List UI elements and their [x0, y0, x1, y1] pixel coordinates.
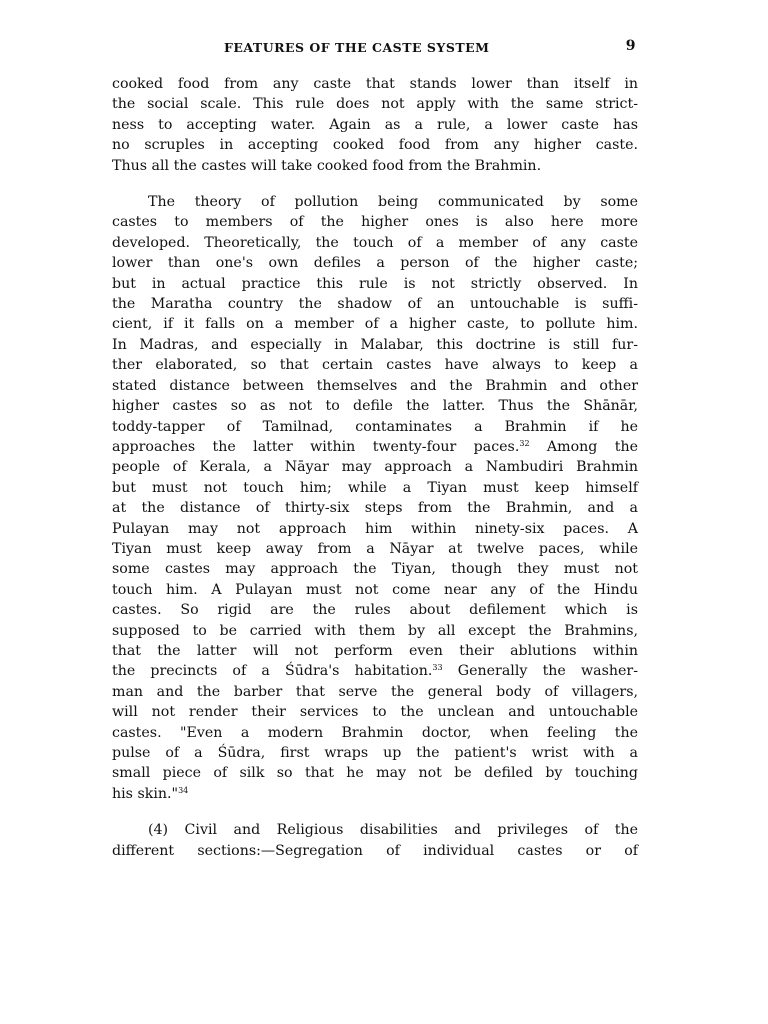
text-line: ness to accepting water. Again as a rule, a lower caste has: [112, 116, 638, 133]
text-line: ther elaborated, so that certain castes have always to keep a: [112, 357, 638, 374]
text-line: higher castes so as not to defile the latter. Thus the Shānār,: [112, 398, 638, 415]
text-line: (4) Civil and Religious disabilities and privileges of the: [148, 822, 638, 839]
text-line-with-footnote: [112, 437, 638, 457]
text-line: Pulayan may not approach him within ninety-six paces. A: [112, 520, 638, 537]
text-line: touch him. A Pulayan must not come near any of the Hindu: [112, 581, 638, 598]
page-header: [112, 36, 638, 60]
footnote-marker: 33: [432, 663, 443, 673]
text-line: toddy-tapper of Tamilnad, contaminates a Brahmin if he: [112, 418, 638, 435]
text-line: The theory of pollution being communicated by some: [148, 194, 638, 211]
text-line: Tiyan must keep away from a Nāyar at twelve paces, while: [112, 540, 638, 557]
text-line: cient, if it falls on a member of a higher caste, to pollute him.: [112, 316, 638, 333]
text-line: Thus all the castes will take cooked food from the Brahmin.: [112, 157, 542, 174]
line-text-tail: Among the: [529, 438, 639, 455]
text-line: but must not touch him; while a Tiyan must keep himself: [112, 479, 638, 496]
text-line: In Madras, and especially in Malabar, this doctrine is still fur-: [112, 336, 638, 353]
line-text: approaches the latter within twenty-four paces.: [112, 438, 520, 455]
text-line: developed. Theoretically, the touch of a member of any caste: [112, 234, 638, 251]
text-line: different sections:—Segregation of individual castes or of: [112, 842, 638, 859]
text-line: at the distance of thirty-six steps from the Brahmin, and a: [112, 500, 638, 517]
footnote-marker: 32: [519, 438, 530, 448]
running-title: FEATURES OF THE CASTE SYSTEM: [224, 40, 490, 55]
text-line: pulse of a Śūdra, first wraps up the patient's wrist with a: [112, 745, 638, 761]
text-line: that the latter will not perform even their ablutions within: [112, 642, 638, 659]
line-text: his skin.": [112, 785, 179, 802]
paragraph-2: [112, 192, 638, 804]
line-text-tail: Generally the washer-: [442, 663, 638, 680]
text-line: lower than one's own defiles a person of the higher caste;: [112, 255, 638, 272]
text-line: cooked food from any caste that stands lower than itself in: [112, 76, 638, 92]
text-line: man and the barber that serve the general body of villagers,: [112, 683, 638, 700]
text-line: the Maratha country the shadow of an untouchable is suffi-: [112, 296, 638, 313]
text-line: supposed to be carried with them by all except the Brahmins,: [112, 622, 638, 639]
paragraph-1: [112, 74, 638, 176]
text-line-with-footnote: [112, 784, 638, 804]
text-line: but in actual practice this rule is not strictly observed. In: [112, 275, 638, 292]
line-text: the precincts of a Śūdra's habitation.: [112, 663, 433, 680]
text-line: no scruples in accepting cooked food from any higher caste.: [112, 137, 638, 154]
text-line: some castes may approach the Tiyan, though they must not: [112, 561, 638, 578]
text-line: castes. So rigid are the rules about defilement which is: [112, 602, 638, 619]
text-line: castes to members of the higher ones is also here more: [112, 214, 638, 231]
text-line-with-footnote: [112, 661, 638, 681]
footnote-marker: 34: [178, 785, 189, 795]
text-line: stated distance between themselves and the Brahmin and other: [112, 377, 638, 394]
paragraph-3: [112, 820, 638, 861]
text-line: will not render their services to the unclean and untouchable: [112, 704, 638, 721]
text-line: people of Kerala, a Nāyar may approach a Nambudiri Brahmin: [112, 459, 638, 476]
text-line: small piece of silk so that he may not be defiled by touching: [112, 765, 638, 782]
text-line: the social scale. This rule does not apply with the same strict-: [112, 96, 638, 113]
text-line: castes. "Even a modern Brahmin doctor, when feeling the: [112, 724, 638, 741]
document-page: [112, 36, 638, 861]
page-number: 9: [625, 38, 636, 54]
